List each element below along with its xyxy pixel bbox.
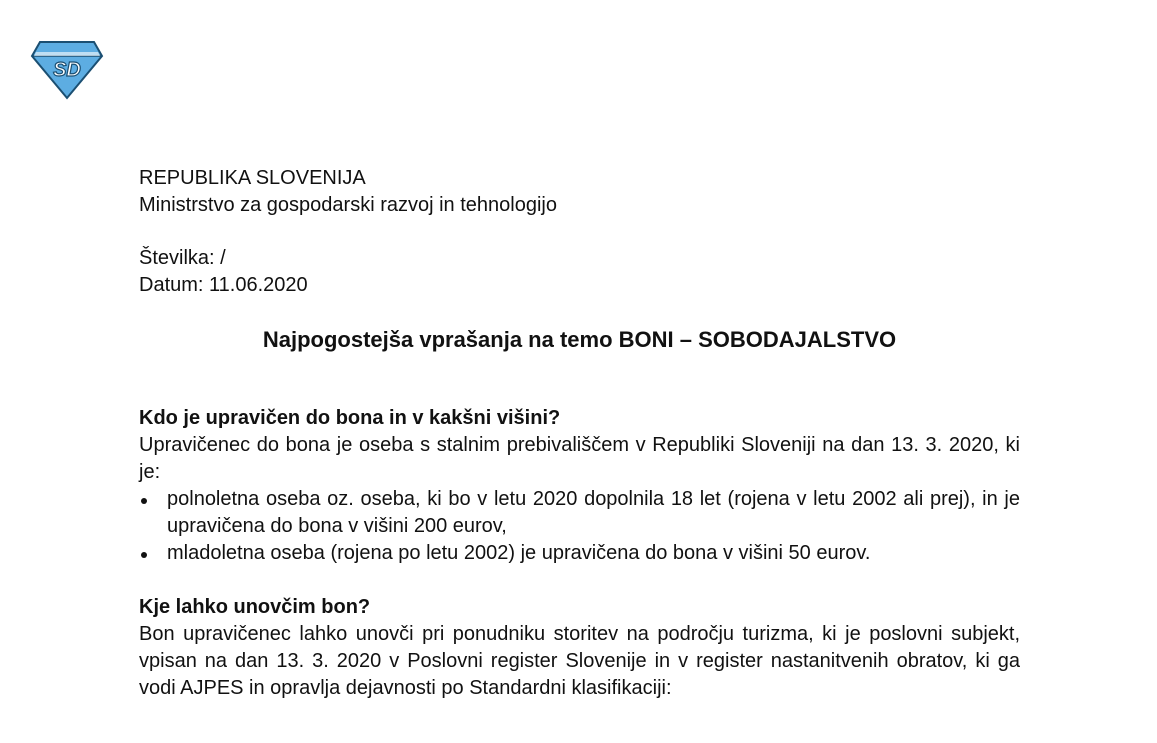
question-heading: Kdo je upravičen do bona in v kakšni višini?: [139, 407, 561, 429]
sd-diamond-logo-icon: [30, 40, 104, 100]
list-item-text: mladoletna oseba (rojena po letu 2002) je upravičena do bona v višini 50 eurov.: [167, 542, 871, 564]
ministry-name: Ministrstvo za gospodarski razvoj in tehnologijo: [139, 194, 557, 216]
question-heading: Kje lahko unovčim bon?: [139, 596, 371, 618]
list-item-text: polnoletna oseba oz. oseba, ki bo v letu 2020 dopolnila 18 let (rojena v letu 2002 ali prej), in je upravičena do bona v višini 200 eurov,: [167, 488, 1020, 537]
ministry-logo: [30, 40, 104, 100]
document-title: Najpogostejša vprašanja na temo BONI – SOBODAJALSTVO: [262, 327, 897, 352]
answer-paragraph: Upravičenec do bona je oseba s stalnim prebivališčem v Republiki Sloveniji na dan 13. 3. 2020, ki je:: [139, 434, 1020, 483]
list-item: [139, 486, 1020, 540]
document-number: Številka: /: [139, 247, 226, 269]
list-item: [139, 540, 1020, 567]
bullet-icon: [141, 552, 147, 558]
svg-text:SD: SD: [53, 59, 81, 81]
bullet-list: [139, 486, 1020, 567]
republic-heading: REPUBLIKA SLOVENIJA: [139, 167, 366, 189]
document-date: Datum: 11.06.2020: [139, 274, 308, 296]
document-body: [139, 165, 1020, 702]
bullet-icon: [141, 498, 147, 504]
answer-paragraph: Bon upravičenec lahko unovči pri ponudniku storitev na področju turizma, ki je poslovni subjekt, vpisan na dan 13. 3. 2020 v Poslovni register Slovenije in v register nastanitvenih obratov, ki ga vodi AJPES in opravlja dejavnosti po Standardni klasifikaciji:: [139, 623, 1020, 699]
